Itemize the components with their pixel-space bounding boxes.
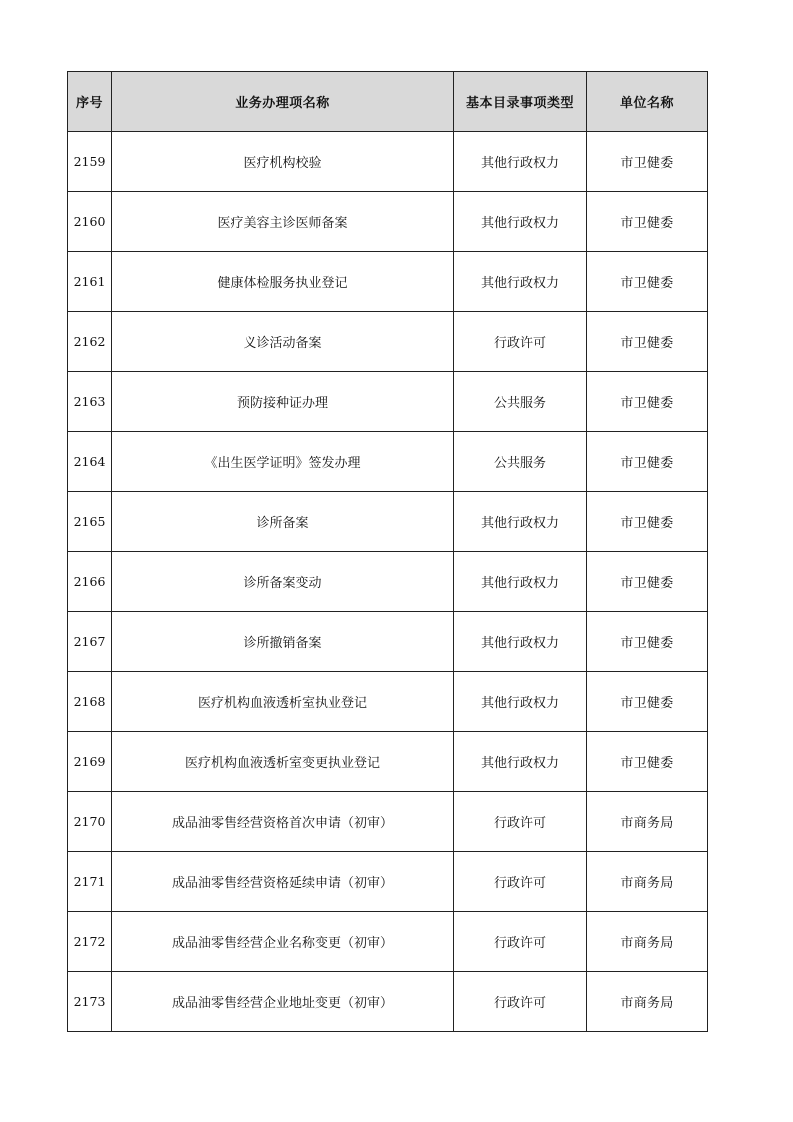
item-type-cell: 行政许可 xyxy=(454,792,587,852)
table-body xyxy=(68,132,708,1032)
unit-name-cell: 市卫健委 xyxy=(587,252,708,312)
business-item-name-cell: 医疗机构校验 xyxy=(112,132,454,192)
serial-number-cell: 2168 xyxy=(68,672,112,732)
unit-name-cell: 市卫健委 xyxy=(587,552,708,612)
business-item-name-cell: 成品油零售经营资格延续申请（初审） xyxy=(112,852,454,912)
unit-name-cell: 市商务局 xyxy=(587,912,708,972)
unit-name-cell: 市卫健委 xyxy=(587,672,708,732)
item-type-cell: 公共服务 xyxy=(454,432,587,492)
item-type-cell: 行政许可 xyxy=(454,912,587,972)
business-item-name-cell: 医疗机构血液透析室执业登记 xyxy=(112,672,454,732)
table-row xyxy=(68,852,708,912)
unit-name-cell: 市卫健委 xyxy=(587,612,708,672)
serial-number-cell: 2166 xyxy=(68,552,112,612)
table-row xyxy=(68,252,708,312)
serial-number-cell: 2162 xyxy=(68,312,112,372)
business-item-name-cell: 诊所备案变动 xyxy=(112,552,454,612)
header-business-item-name: 业务办理项名称 xyxy=(112,72,454,132)
unit-name-cell: 市卫健委 xyxy=(587,492,708,552)
header-row xyxy=(68,72,708,132)
table-row xyxy=(68,552,708,612)
serial-number-cell: 2160 xyxy=(68,192,112,252)
unit-name-cell: 市卫健委 xyxy=(587,132,708,192)
serial-number-cell: 2173 xyxy=(68,972,112,1032)
serial-number-cell: 2163 xyxy=(68,372,112,432)
service-items-table xyxy=(67,71,708,1032)
item-type-cell: 其他行政权力 xyxy=(454,552,587,612)
table-row xyxy=(68,912,708,972)
table-row xyxy=(68,492,708,552)
serial-number-cell: 2167 xyxy=(68,612,112,672)
table-row xyxy=(68,732,708,792)
table-row xyxy=(68,672,708,732)
serial-number-cell: 2169 xyxy=(68,732,112,792)
unit-name-cell: 市商务局 xyxy=(587,972,708,1032)
table-row xyxy=(68,192,708,252)
item-type-cell: 行政许可 xyxy=(454,312,587,372)
unit-name-cell: 市商务局 xyxy=(587,792,708,852)
table-row xyxy=(68,612,708,672)
business-item-name-cell: 诊所备案 xyxy=(112,492,454,552)
unit-name-cell: 市卫健委 xyxy=(587,432,708,492)
business-item-name-cell: 《出生医学证明》签发办理 xyxy=(112,432,454,492)
table-row xyxy=(68,432,708,492)
business-item-name-cell: 预防接种证办理 xyxy=(112,372,454,432)
item-type-cell: 其他行政权力 xyxy=(454,252,587,312)
table-row xyxy=(68,372,708,432)
business-item-name-cell: 健康体检服务执业登记 xyxy=(112,252,454,312)
item-type-cell: 其他行政权力 xyxy=(454,732,587,792)
header-unit-name: 单位名称 xyxy=(587,72,708,132)
unit-name-cell: 市卫健委 xyxy=(587,192,708,252)
header-serial-number: 序号 xyxy=(68,72,112,132)
table-header xyxy=(68,72,708,132)
serial-number-cell: 2161 xyxy=(68,252,112,312)
table-row xyxy=(68,792,708,852)
item-type-cell: 其他行政权力 xyxy=(454,132,587,192)
header-catalog-item-type: 基本目录事项类型 xyxy=(454,72,587,132)
item-type-cell: 其他行政权力 xyxy=(454,192,587,252)
serial-number-cell: 2165 xyxy=(68,492,112,552)
unit-name-cell: 市商务局 xyxy=(587,852,708,912)
serial-number-cell: 2159 xyxy=(68,132,112,192)
business-item-name-cell: 成品油零售经营企业地址变更（初审） xyxy=(112,972,454,1032)
item-type-cell: 其他行政权力 xyxy=(454,612,587,672)
item-type-cell: 其他行政权力 xyxy=(454,492,587,552)
business-item-name-cell: 医疗美容主诊医师备案 xyxy=(112,192,454,252)
business-item-name-cell: 义诊活动备案 xyxy=(112,312,454,372)
unit-name-cell: 市卫健委 xyxy=(587,312,708,372)
business-item-name-cell: 诊所撤销备案 xyxy=(112,612,454,672)
business-item-name-cell: 成品油零售经营资格首次申请（初审） xyxy=(112,792,454,852)
serial-number-cell: 2164 xyxy=(68,432,112,492)
table-row xyxy=(68,132,708,192)
business-item-name-cell: 成品油零售经营企业名称变更（初审） xyxy=(112,912,454,972)
table-row xyxy=(68,972,708,1032)
item-type-cell: 公共服务 xyxy=(454,372,587,432)
item-type-cell: 行政许可 xyxy=(454,972,587,1032)
item-type-cell: 其他行政权力 xyxy=(454,672,587,732)
item-type-cell: 行政许可 xyxy=(454,852,587,912)
serial-number-cell: 2172 xyxy=(68,912,112,972)
unit-name-cell: 市卫健委 xyxy=(587,372,708,432)
serial-number-cell: 2171 xyxy=(68,852,112,912)
unit-name-cell: 市卫健委 xyxy=(587,732,708,792)
business-item-name-cell: 医疗机构血液透析室变更执业登记 xyxy=(112,732,454,792)
table-row xyxy=(68,312,708,372)
serial-number-cell: 2170 xyxy=(68,792,112,852)
